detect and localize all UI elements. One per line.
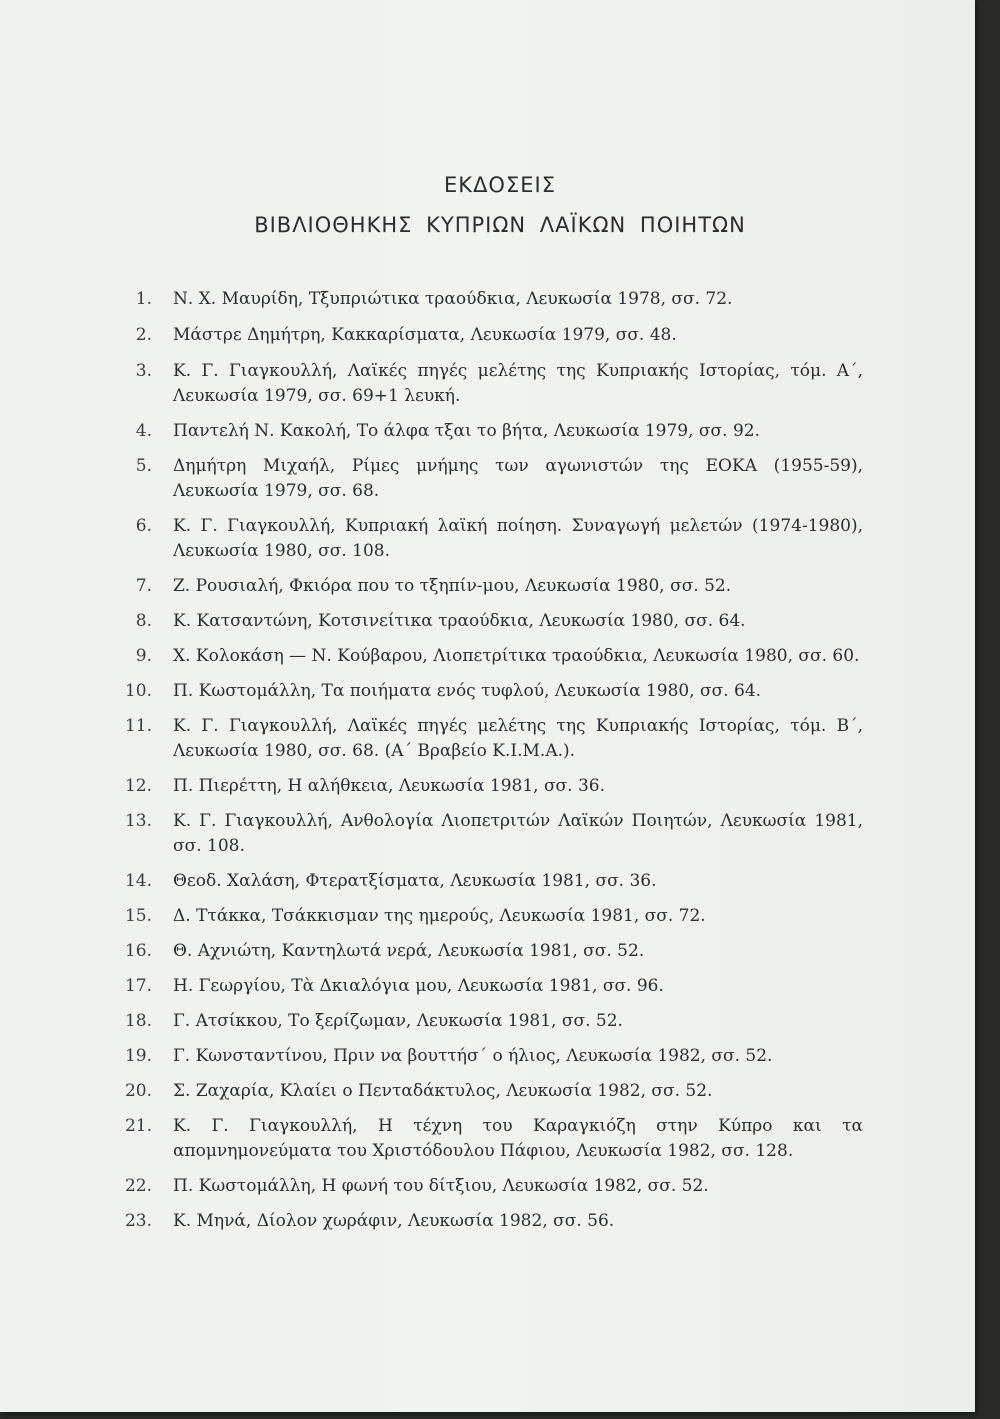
item-number: 14. [124,871,152,891]
item-text: Κ. Κατσαντώνη, Κοτσινείτικα τραούδκια, Λευκωσία 1980, σσ. 64. [173,611,746,631]
item-number: 17. [124,976,152,996]
list-item [118,1009,863,1034]
item-text: Κ. Μηνά, Δίολον χωράφιν, Λευκωσία 1982, σσ. 56. [173,1211,615,1231]
item-number: 20. [124,1081,152,1101]
item-text: Κ. Γ. Γιαγκουλλή, Κυπριακή λαϊκή ποίηση. Συναγωγή μελετών (1974-1980), Λευκωσία 1980, σσ. 108. [173,516,863,561]
item-number: 6. [135,516,152,536]
item-number: 3. [135,361,152,381]
list-item [118,679,863,704]
item-text: Δ. Ττάκκα, Τσάκκισμαν της ημερούς, Λευκωσία 1981, σσ. 72. [173,906,706,926]
item-text: Γ. Ατσίκκου, Το ξερίζωμαν, Λευκωσία 1981, σσ. 52. [173,1011,623,1031]
item-number: 9. [135,646,152,666]
list-item [118,1209,863,1234]
item-number: 19. [124,1046,152,1066]
publication-list [118,287,863,1234]
item-text: Η. Γεωργίου, Τὰ Δκιαλόγια μου, Λευκωσία 1981, σσ. 96. [173,976,664,996]
list-item [118,1174,863,1199]
item-text: Κ. Γ. Γιαγκουλλή, Λαϊκές πηγές μελέτης της Κυπριακής Ιστορίας, τόμ. Α΄, Λευκωσία 1979, σσ. 69+1 λευκή. [173,361,863,406]
item-text: Γ. Κωνσταντίνου, Πριν να βουττήσ΄ ο ήλιος, Λευκωσία 1982, σσ. 52. [173,1046,773,1066]
item-number: 22. [124,1176,152,1196]
item-text: Παντελή Ν. Κακολή, Το άλφα τξαι το βήτα, Λευκωσία 1979, σσ. 92. [173,421,760,441]
item-number: 13. [124,811,152,831]
list-item [118,974,863,999]
item-text: Χ. Κολοκάση — Ν. Κούβαρου, Λιοπετρίτικα τραούδκια, Λευκωσία 1980, σσ. 60. [173,646,860,666]
list-item [118,1114,863,1164]
item-text: Κ. Γ. Γιαγκουλλή, Λαϊκές πηγές μελέτης της Κυπριακής Ιστορίας, τόμ. Β΄, Λευκωσία 1980, σσ. 68. (Α΄ Βραβείο Κ.Ι.Μ.Α.). [173,716,863,761]
item-number: 4. [135,421,152,441]
list-item [118,939,863,964]
list-item [118,454,863,504]
item-number: 18. [124,1011,152,1031]
list-item [118,809,863,859]
item-number: 5. [135,456,152,476]
item-number: 12. [124,776,152,796]
item-number: 11. [124,716,152,736]
list-item [118,574,863,599]
item-text: Κ. Γ. Γιαγκουλλή, Ανθολογία Λιοπετριτών Λαϊκών Ποιητών, Λευκωσία 1981, σσ. 108. [173,811,863,856]
item-text: Κ. Γ. Γιαγκουλλή, Η τέχνη του Καραγκιόζη στην Κύπρο και τα απομνημονεύματα του Χριστόδουλου Πάφιου, Λευκωσία 1982, σσ. 128. [173,1116,863,1161]
item-number: 16. [124,941,152,961]
item-number: 15. [124,906,152,926]
item-number: 7. [135,576,152,596]
list-item [118,359,863,409]
list-item [118,869,863,894]
list-item [118,514,863,564]
item-text: Δημήτρη Μιχαήλ, Ρίμες μνήμης των αγωνιστών της ΕΟΚΑ (1955-59), Λευκωσία 1979, σσ. 68. [173,456,863,501]
list-item [118,323,863,348]
item-number: 2. [135,325,152,345]
item-text: Π. Πιερέττη, Η αλήθκεια, Λευκωσία 1981, σσ. 36. [173,776,606,796]
list-item [118,644,863,669]
item-text: Μάστρε Δημήτρη, Κακκαρίσματα, Λευκωσία 1979, σσ. 48. [173,325,677,345]
page-subtitle: ΒΙΒΛΙΟΘΗΚΗΣ ΚΥΠΡΙΩΝ ΛΑΪΚΩΝ ΠΟΙΗΤΩΝ [254,213,746,237]
list-item [118,904,863,929]
item-text: Θεοδ. Χαλάση, Φτερατξίσματα, Λευκωσία 1981, σσ. 36. [173,871,657,891]
item-number: 1. [135,289,152,309]
item-text: Θ. Αχνιώτη, Καντηλωτά νερά, Λευκωσία 1981, σσ. 52. [173,941,645,961]
item-number: 21. [124,1116,152,1136]
item-text: Ν. Χ. Μαυρίδη, Τξυπριώτικα τραούδκια, Λευκωσία 1978, σσ. 72. [173,289,733,309]
list-item [118,714,863,764]
item-number: 23. [124,1211,152,1231]
page-title: ΕΚΔΟΣΕΙΣ [444,173,556,197]
list-item [118,287,863,312]
item-text: Π. Κωστομάλλη, Η φωνή του δίτξιου, Λευκωσία 1982, σσ. 52. [173,1176,709,1196]
list-item [118,1044,863,1069]
list-item [118,419,863,444]
item-text: Σ. Ζαχαρία, Κλαίει ο Πενταδάκτυλος, Λευκωσία 1982, σσ. 52. [173,1081,713,1101]
list-item [118,774,863,799]
list-item [118,1079,863,1104]
list-item [118,609,863,634]
item-number: 8. [135,611,152,631]
item-number: 10. [124,681,152,701]
item-text: Π. Κωστομάλλη, Τα ποιήματα ενός τυφλού, Λευκωσία 1980, σσ. 64. [173,681,762,701]
item-text: Ζ. Ρουσιαλή, Φκιόρα που το τξηπίν-μου, Λευκωσία 1980, σσ. 52. [173,576,732,596]
